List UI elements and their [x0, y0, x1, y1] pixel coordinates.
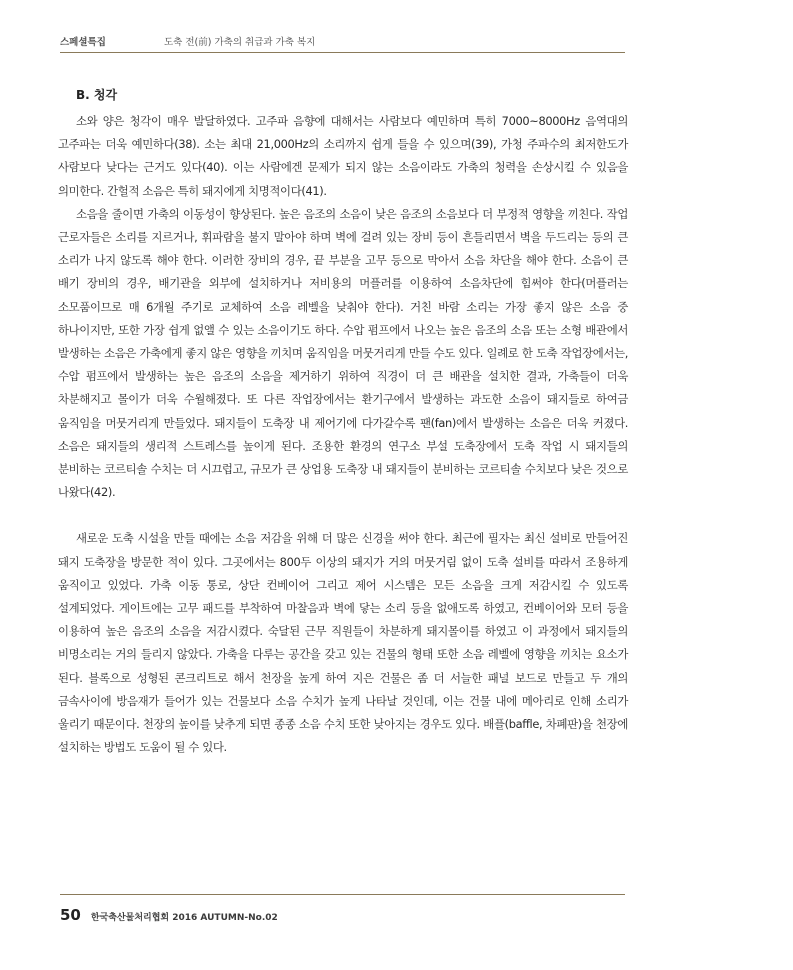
journal-info: 한국축산물처리협회 2016 AUTUMN-No.02	[90, 913, 278, 923]
section-label: 스페셜특집	[60, 37, 106, 48]
article-body	[58, 84, 628, 759]
running-title: 도축 전(前) 가축의 취급과 가축 복지	[164, 37, 316, 48]
page-footer	[60, 906, 278, 926]
paragraph-hearing-sensitivity: 소와 양은 청각이 매우 발달하였다. 고주파 음향에 대해서는 사람보다 예민하며 특히 7000~8000Hz 음역대의 고주파는 더욱 예민하다(38). 소는 최대 21,000Hz의 소리까지 쉽게 들을 수 있으며(39), 가청 주파수의 최저한도가 사람보다 낮다는 근거도 있다(40). 이는 사람에겐 문제가 되지 않는 소음이라도 가축의 청력을 손상시킬 수 있음을 의미한다. 간헐적 소음은 특히 돼지에게 치명적이다(41).	[58, 114, 628, 198]
paragraph-spacer	[58, 504, 628, 527]
subsection-heading: B. 청각	[76, 88, 118, 102]
footer-divider	[60, 894, 625, 895]
paragraph-noise-reduction: 소음을 줄이면 가축의 이동성이 향상된다. 높은 음조의 소음이 낮은 음조의 소음보다 더 부정적 영향을 끼친다. 작업 근로자들은 소리를 지르거나, 휘파람을 불지 말아야 하며 벽에 걸려 있는 장비 등이 흔들리면서 벽을 두드리는 등의 큰 소리가 나지 않도록 해야 한다. 이러한 장비의 경우, 끝 부분을 고무 등으로 막아서 소음 차단을 해야 한다. 소음이 큰 배기 장비의 경우, 배기관을 외부에 설치하거나 저비용의 머플러를 이용하여 소음차단에 힘써야 한다(머플러는 소모품이므로 매 6개월 주기로 교체하여 소음 레벨을 낮춰야 한다). 거친 바람 소리는 가장 좋지 않은 소음 중 하나이지만, 또한 가장 쉽게 없앨 수 있는 소음이기도 하다. 수압 펌프에서 나오는 높은 음조의 소음 또는 소형 배관에서 발생하는 소음은 가축에게 좋지 않은 영향을 끼치며 움직임을 머뭇거리게 만들 수도 있다. 일례로 한 도축 작업장에서는, 수압 펌프에서 발생하는 높은 음조의 소음을 제거하기 위하여 직경이 더 큰 배관을 설치한 결과, 가축들이 더욱 차분해지고 몰이가 더욱 수월해졌다. 또 다른 작업장에서는 환기구에서 발생하는 과도한 소음이 돼지들로 하여금 움직임을 머뭇거리게 만들었다. 돼지들이 도축장 내 제어기에 다가갈수록 팬(fan)에서 발생하는 소음은 더욱 커졌다. 소음은 돼지들의 생리적 스트레스를 높이게 된다. 조용한 환경의 연구소 부설 도축장에서 도축 작업 시 돼지들의 분비하는 코르티솔 수치는 더 시끄럽고, 규모가 큰 상업용 도축장 내 돼지들이 분비하는 코르티솔 수치보다 낮은 것으로 나왔다(42).	[58, 206, 628, 500]
page-number: 50	[60, 906, 81, 924]
header-divider	[60, 52, 625, 53]
paragraph-new-facilities: 새로운 도축 시설을 만들 때에는 소음 저감을 위해 더 많은 신경을 써야 한다. 최근에 필자는 최신 설비로 만들어진 돼지 도축장을 방문한 적이 있다. 그곳에서는 800두 이상의 돼지가 거의 머뭇거림 없이 도축 설비를 따라서 조용하게 움직이고 있었다. 가축 이동 통로, 상단 컨베이어 그리고 제어 시스템은 모든 소음을 크게 저감시킬 수 있도록 설계되었다. 게이트에는 고무 패드를 부착하여 마찰음과 벽에 닿는 소리 등을 없애도록 하였고, 컨베이어와 모터 등을 이용하여 높은 음조의 소음을 저감시켰다. 숙달된 근무 직원들이 차분하게 돼지몰이를 하였고 이 과정에서 돼지들의 비명소리는 거의 들리지 않았다. 가축을 다루는 공간을 갖고 있는 건물의 형태 또한 소음 레벨에 영향을 끼치는 요소가 된다. 블록으로 성형된 콘크리트로 해서 천장을 높게 하여 지은 건물은 좀 더 서늘한 패널 보드로 만들고 두 개의 금속사이에 방음재가 들어가 있는 건물보다 소음 수치가 높게 나타날 것인데, 이는 건물 내에 메아리로 인해 소리가 울리기 때문이다. 천장의 높이를 낮추게 되면 종종 소음 수치 또한 낮아지는 경우도 있다. 배플(baffle, 차폐판)을 천장에 설치하는 방법도 도움이 될 수 있다.	[58, 531, 628, 755]
